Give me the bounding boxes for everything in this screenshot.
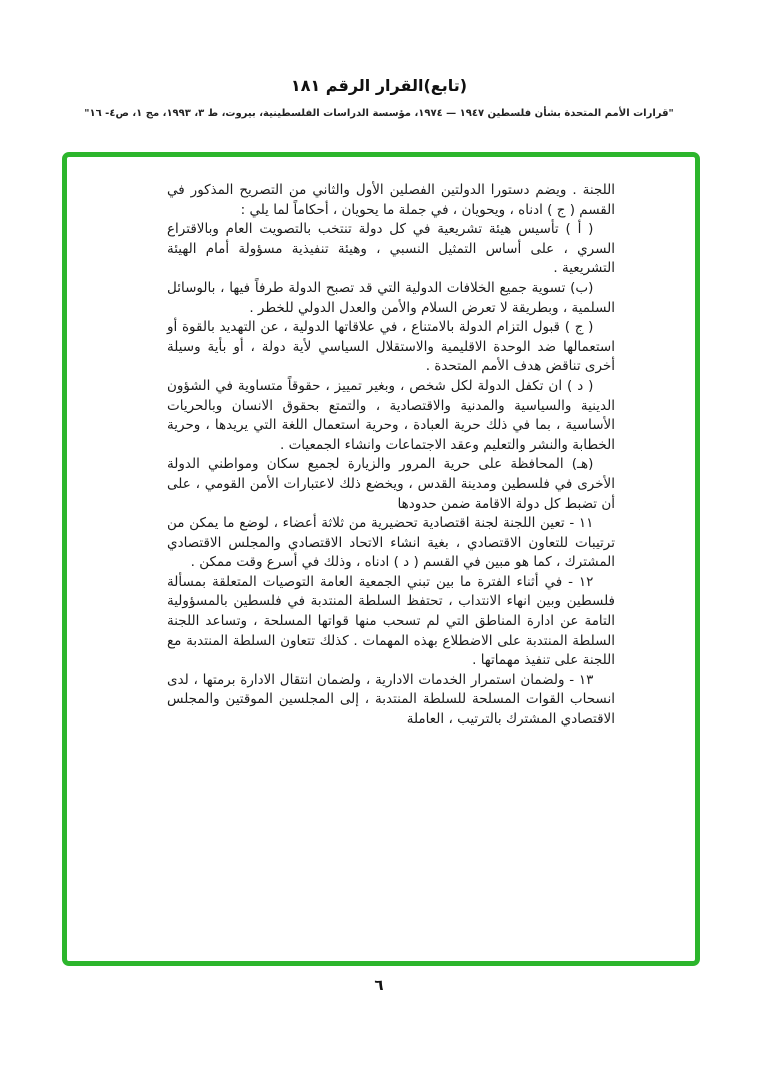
paragraph: اللجنة . ويضم دستورا الدولتين الفصلين الأول والثاني من التصريح المذكور في القسم ( ج ) ادناه ، ويحويان ، في جملة ما يحويان ، أحكاماً لما يلي : (167, 182, 615, 218)
paragraph: (ب) تسوية جميع الخلافات الدولية التي قد تصبح الدولة طرفاً فيها ، بالوسائل السلمية ، وبطريقة لا تعرض السلام والأمن والعدل الدولي للخطر . (167, 279, 615, 316)
paragraph: ١٣ - ولضمان استمرار الخدمات الادارية ، ولضمان انتقال الادارة برمتها ، لدى انسحاب القوات المسلحة للسلطة المنتدبة ، إلى المجلسين الموقتين والمجلس الاقتصادي المشترك بالترتيب ، العاملة (167, 671, 615, 728)
citation: "قرارات الأمم المتحدة بشأن فلسطين ١٩٤٧ — ١٩٧٤، مؤسسة الدراسات الفلسطينية، بيروت، ط ٣، ١٩٩٣، مج ١، ص٤- ١٦" (84, 108, 674, 119)
paragraph: (هـ) المحافظة على حرية المرور والزيارة لجميع سكان ومواطني الدولة الأخرى في فلسطين ومدينة القدس ، ويخضع ذلك لاعتبارات الأمن القومي ، على أن تضبط كل دولة الاقامة ضمن حدودها (167, 456, 615, 512)
page-title: (تابع)القرار الرقم ١٨١ (290, 76, 468, 95)
paragraph: ١٢ - في أثناء الفترة ما بين تبني الجمعية العامة التوصيات المتعلقة بمسألة فلسطين وبين انهاء الانتداب ، تحتفظ السلطة المنتدبة في فلسطين بالمسؤولية التامة عن ادارة المناطق التي لم تسحب منها قواتها المسلحة ، وتساعد اللجنة السلطة المنتدبة على الاضطلاع بهذه المهمات . كذلك تتعاون السلطة المنتدبة مع اللجنة على تنفيذ مهماتها . (167, 573, 615, 669)
paragraph: ١١ - تعين اللجنة لجنة اقتصادية تحضيرية من ثلاثة أعضاء ، لوضع ما يمكن من ترتيبات للتعاون الاقتصادي ، بغية انشاء الاتحاد الاقتصادي والمجلس الاقتصادي المشترك ، كما هو مبين في القسم ( د ) ادناه ، وذلك في أسرع وقت ممكن . (167, 515, 615, 571)
document-text (167, 181, 615, 730)
paragraph: ( ج ) قبول التزام الدولة بالامتناع ، في علاقاتها الدولية ، عن التهديد بالقوة أو استعمالها ضد الوحدة الاقليمية والاستقلال السياسي لأية دولة ، أو بأية وسيلة أخرى تناقض هدف الأمم المتحدة . (167, 319, 615, 375)
paragraph: ( أ ) تأسيس هيئة تشريعية في كل دولة تنتخب بالتصويت العام وبالاقتراع السري ، على أساس التمثيل النسبي ، وهيئة تنفيذية مسؤولة أمام الهيئة التشريعية . (167, 221, 615, 277)
highlight-box (62, 152, 700, 966)
page-number: ٦ (374, 976, 384, 994)
paragraph: ( د ) ان تكفل الدولة لكل شخص ، وبغير تمييز ، حقوقاً متساوية في الشؤون الدينية والسياسية والمدنية والاقتصادية ، والتمتع بحقوق الانسان وبالحريات الأساسية ، بما في ذلك حرية العبادة ، وحرية استعمال اللغة التي يريدها ، وحرية الخطابة والنشر والتعليم وعقد الاجتماعات وانشاء الجمعيات . (167, 377, 615, 453)
